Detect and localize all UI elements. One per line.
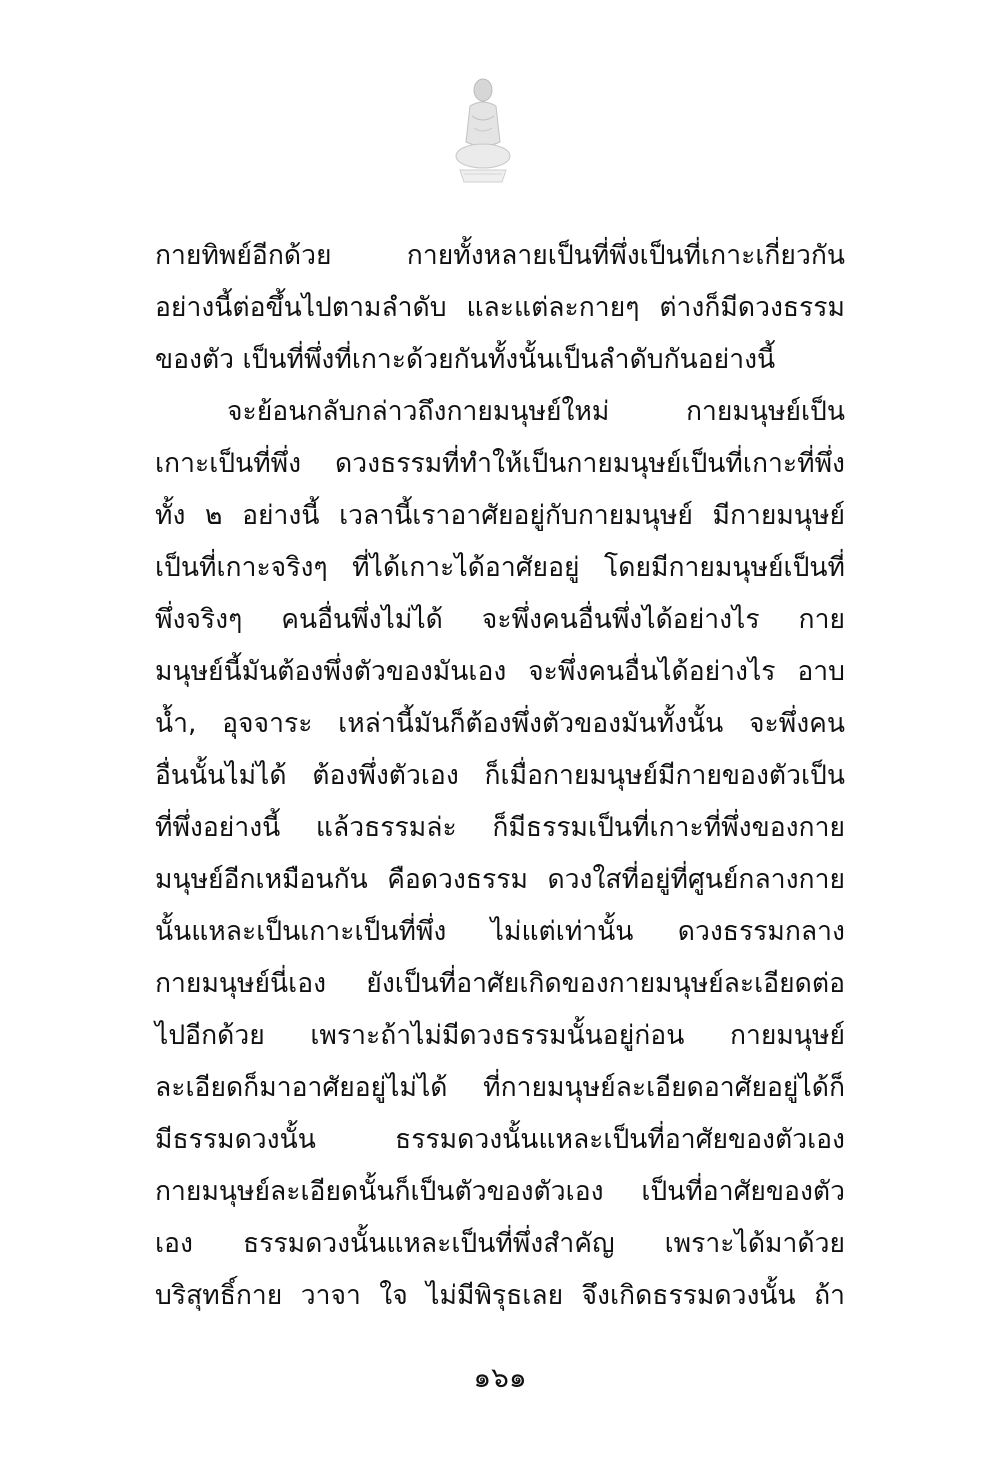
header-figure [452,72,514,184]
text-line: ที่พึ่งอย่างนี้ แล้วธรรมล่ะ ก็มีธรรมเป็นที่เกาะที่พึ่งของกาย [155,812,845,843]
text-line: บริสุทธิ์กาย วาจา ใจ ไม่มีพิรุธเลย จึงเกิดธรรมดวงนั้น ถ้า [155,1280,845,1311]
text-line: เกาะเป็นที่พึ่ง ดวงธรรมที่ทำให้เป็นกายมนุษย์เป็นที่เกาะที่พึ่ง [155,448,845,479]
text-line: จะย้อนกลับกล่าวถึงกายมนุษย์ใหม่ กายมนุษย์เป็น [227,396,845,427]
text-line: นั้นแหละเป็นเกาะเป็นที่พึ่ง ไม่แต่เท่านั้น ดวงธรรมกลาง [155,916,845,947]
text-line: น้ำ, อุจจาระ เหล่านี้มันก็ต้องพึ่งตัวของมันทั้งนั้น จะพึ่งคน [155,708,845,739]
text-line: กายทิพย์อีกด้วย กายทั้งหลายเป็นที่พึ่งเป็นที่เกาะเกี่ยวกัน [155,240,845,271]
text-line: เป็นที่เกาะจริงๆ ที่ได้เกาะได้อาศัยอยู่ โดยมีกายมนุษย์เป็นที่ [155,552,845,583]
text-line: กายมนุษย์นี่เอง ยังเป็นที่อาศัยเกิดของกายมนุษย์ละเอียดต่อ [155,968,845,999]
text-line: พึ่งจริงๆ คนอื่นพึ่งไม่ได้ จะพึ่งคนอื่นพึ่งได้อย่างไร กาย [155,604,845,635]
text-line: มีธรรมดวงนั้น ธรรมดวงนั้นแหละเป็นที่อาศัยของตัวเอง [155,1124,845,1155]
text-line: ทั้ง ๒ อย่างนี้ เวลานี้เราอาศัยอยู่กับกายมนุษย์ มีกายมนุษย์ [155,500,845,531]
text-line: เอง ธรรมดวงนั้นแหละเป็นที่พึ่งสำคัญ เพราะได้มาด้วย [155,1228,845,1259]
body-text [155,230,845,1310]
text-line: ไปอีกด้วย เพราะถ้าไม่มีดวงธรรมนั้นอยู่ก่อน กายมนุษย์ [155,1020,845,1051]
text-line: กายมนุษย์ละเอียดนั้นก็เป็นตัวของตัวเอง เป็นที่อาศัยของตัว [155,1176,845,1207]
page-number: ๑๖๑ [473,1361,527,1394]
text-line: ละเอียดก็มาอาศัยอยู่ไม่ได้ ที่กายมนุษย์ละเอียดอาศัยอยู่ได้ก็ [155,1072,845,1103]
meditating-monk-figure-icon [452,72,514,184]
text-line: มนุษย์นี้มันต้องพึ่งตัวของมันเอง จะพึ่งคนอื่นได้อย่างไร อาบ [155,656,845,687]
text-line: อื่นนั้นไม่ได้ ต้องพึ่งตัวเอง ก็เมื่อกายมนุษย์มีกายของตัวเป็น [155,760,845,791]
text-line: ของตัว เป็นที่พึ่งที่เกาะด้วยกันทั้งนั้นเป็นลำดับกันอย่างนี้ [155,344,776,375]
text-line: อย่างนี้ต่อขึ้นไปตามลำดับ และแต่ละกายๆ ต่างก็มีดวงธรรม [155,292,845,323]
text-line: มนุษย์อีกเหมือนกัน คือดวงธรรม ดวงใสที่อยู่ที่ศูนย์กลางกาย [155,864,845,895]
